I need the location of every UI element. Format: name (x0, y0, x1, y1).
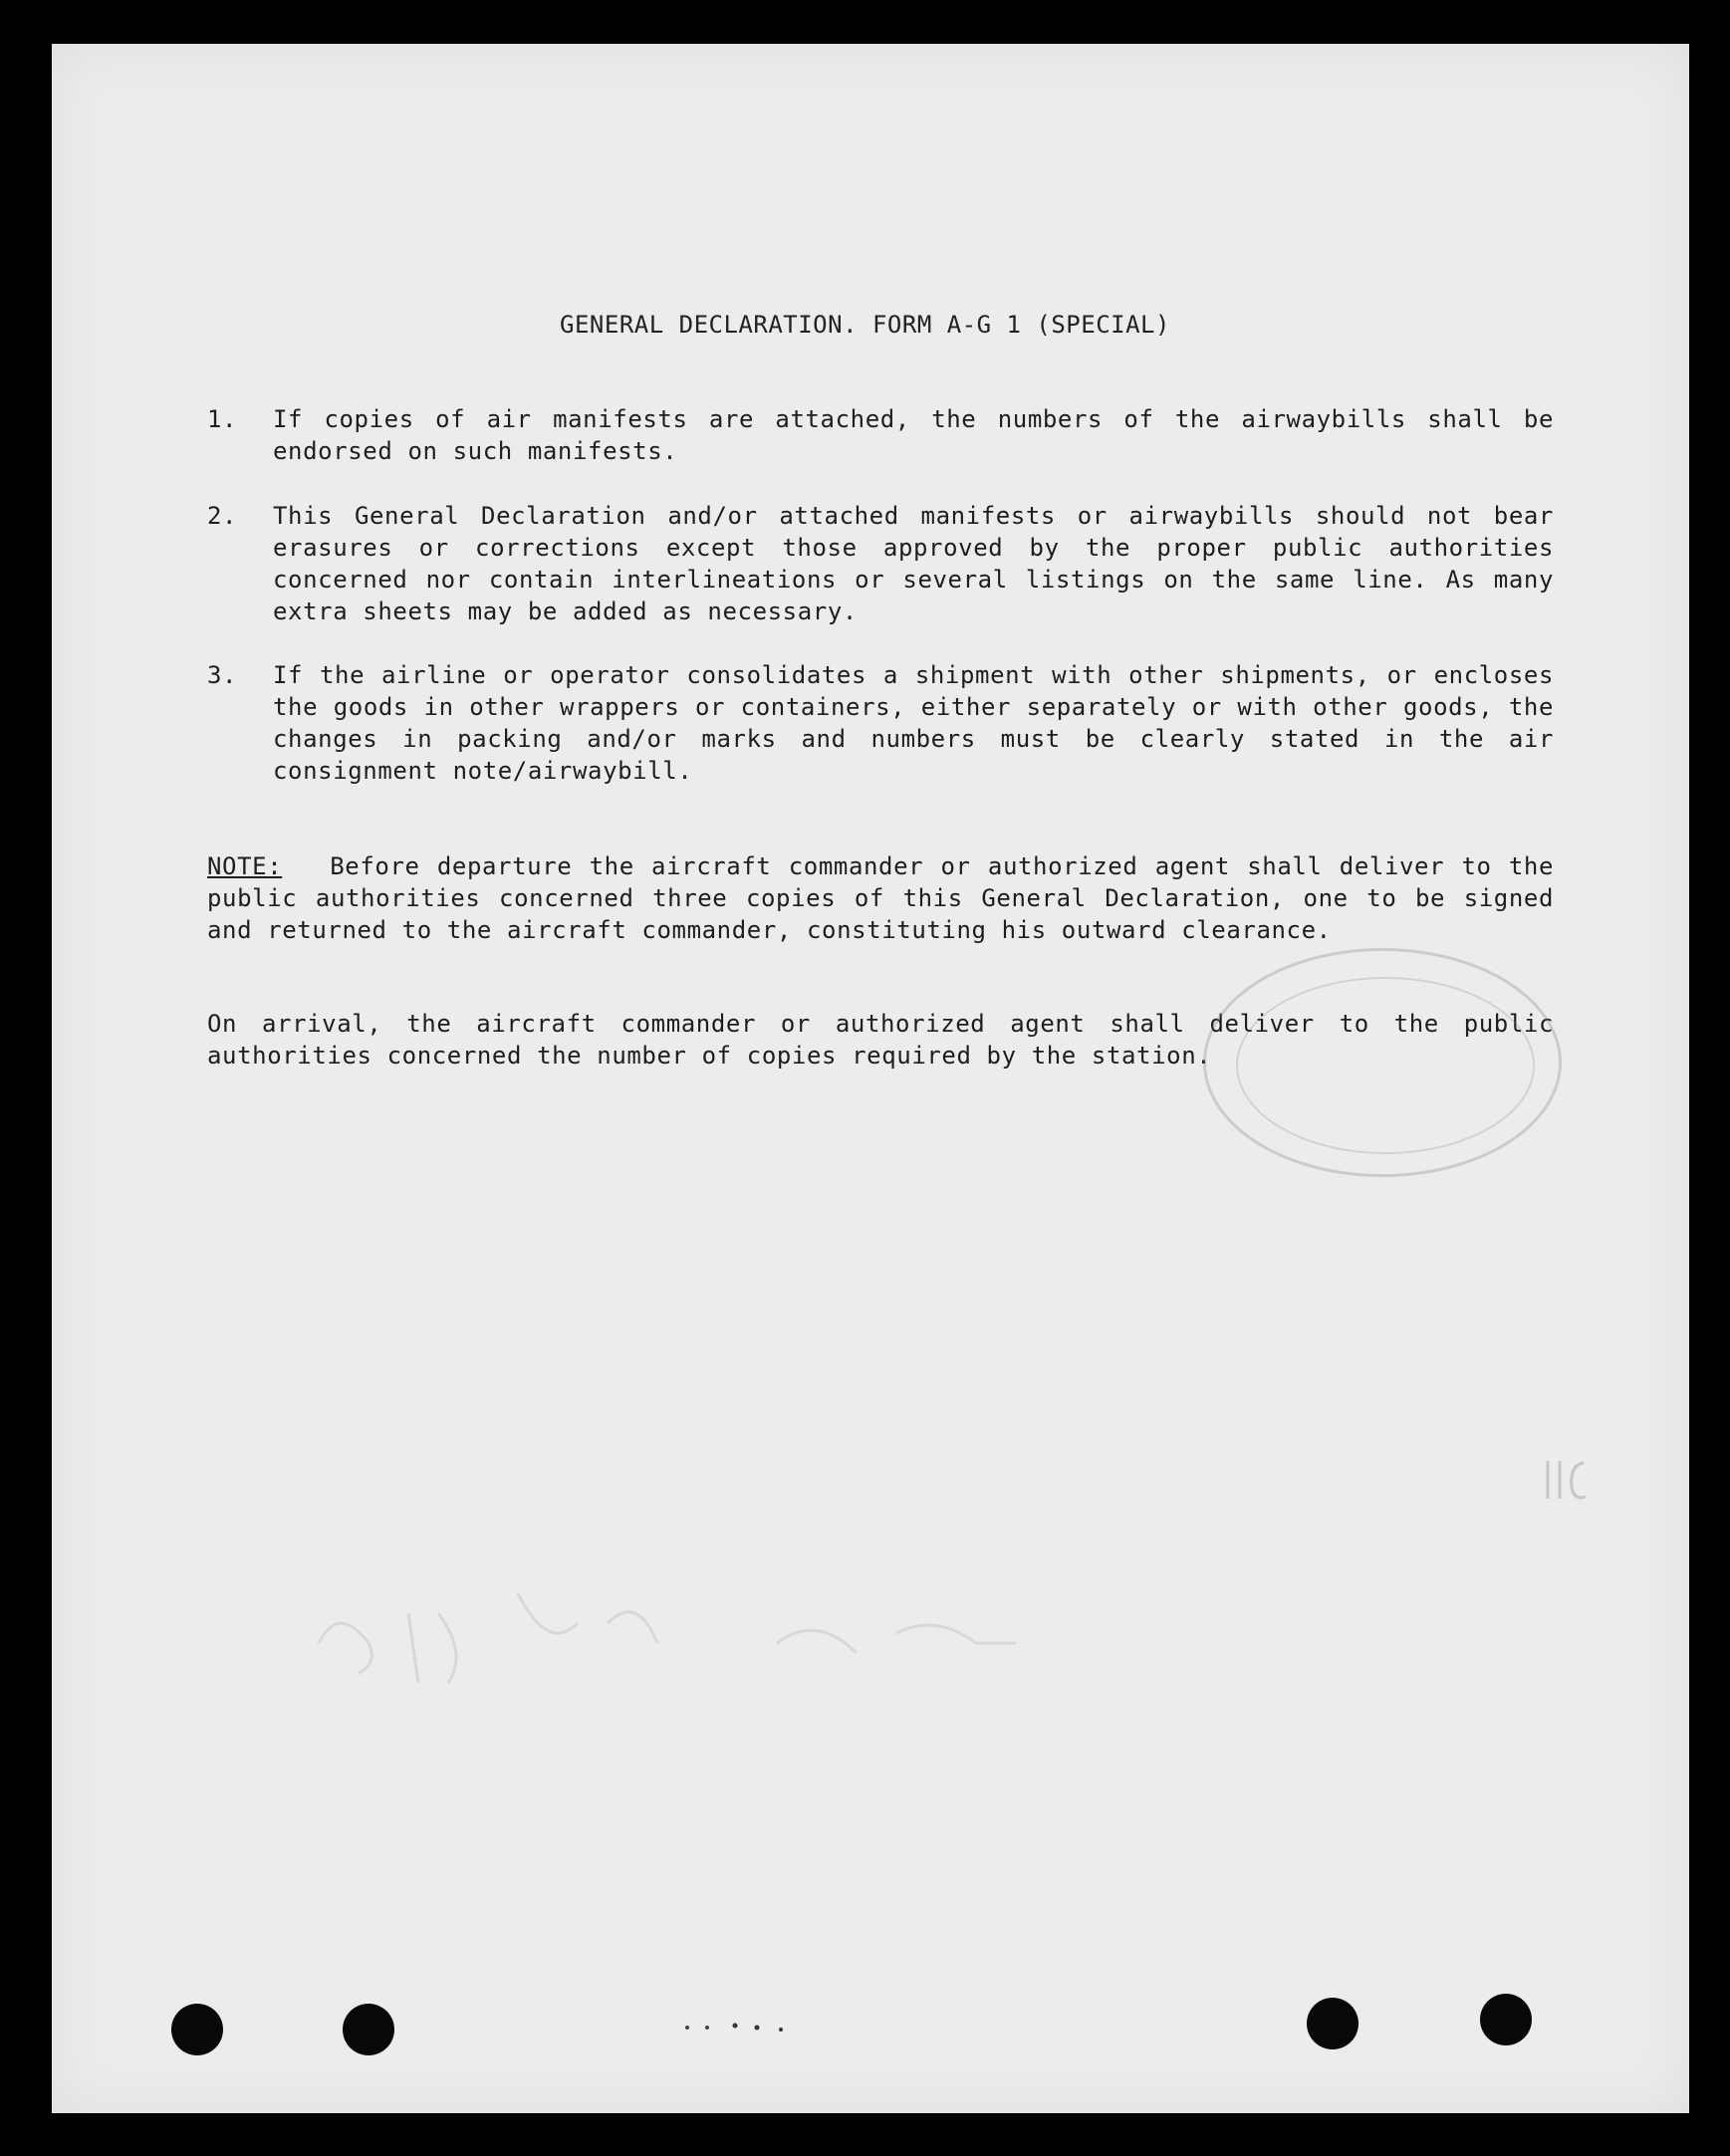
scan-specks (677, 2018, 797, 2037)
note-paragraph (207, 850, 1554, 946)
bleed-through-handwriting (279, 1494, 1175, 1733)
item-number: 2. (207, 502, 238, 530)
instruction-item-3 (207, 659, 1554, 787)
note-label: NOTE: (207, 852, 283, 880)
instruction-item-2 (207, 500, 1554, 627)
note-text: Before departure the aircraft commander or authorized agent shall deliver to the public authorities concerned three copies of this General Declaration, one to be signed and returned to the aircraft commander, constituting his outward clearance. (207, 852, 1554, 944)
item-text: This General Declaration and/or attached manifests or airwaybills should not bear erasures or corrections except those approved by the proper public authorities concerned nor contain interlineations or several listings on the same line. As many extra sheets may be added as necessary. (273, 502, 1554, 625)
customs-stamp-inner-ring (1236, 977, 1535, 1154)
form-title: GENERAL DECLARATION. FORM A-G 1 (SPECIAL) (560, 311, 1170, 339)
instruction-item-1 (207, 403, 1554, 467)
item-number: 3. (207, 661, 238, 689)
item-number: 1. (207, 405, 238, 433)
punch-hole (1480, 1994, 1532, 2045)
customs-stamp (1203, 948, 1562, 1177)
punch-hole (343, 2004, 394, 2055)
bleed-through-mark (1534, 1444, 1594, 1505)
punch-hole (1307, 1998, 1359, 2049)
item-text: If the airline or operator consolidates a shipment with other shipments, or encloses the goods in other wrappers or containers, either separately or with other goods, the changes in packing and/or marks and numbers must be clearly stated in the air consignment note/airwaybill. (273, 661, 1554, 785)
item-text: If copies of air manifests are attached, the numbers of the airwaybills shall be endorsed on such manifests. (273, 405, 1554, 465)
bleed-through-glyph (1534, 1455, 1594, 1505)
arrival-paragraph: On arrival, the aircraft commander or authorized agent shall deliver to the public authorities concerned the number of copies required by the station. (207, 1010, 1554, 1070)
punch-hole (171, 2004, 223, 2055)
